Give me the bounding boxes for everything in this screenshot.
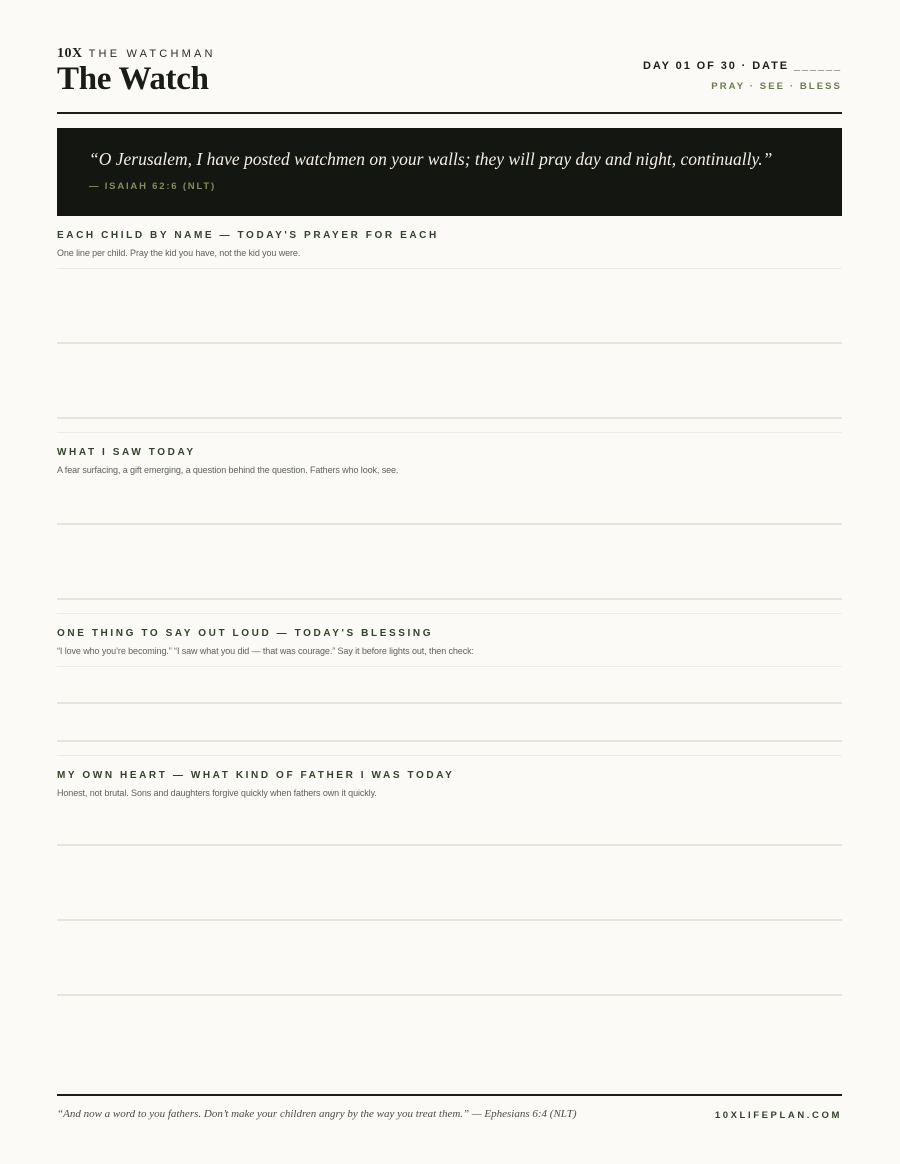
writing-line <box>57 417 842 419</box>
writing-line <box>57 523 842 525</box>
section-divider <box>57 755 842 756</box>
writing-line <box>57 666 842 667</box>
section-my-own-heart <box>57 770 842 798</box>
verse-text: “O Jerusalem, I have posted watchmen on your walls; they will pray day and night, continually.” <box>89 149 773 169</box>
section-todays-blessing <box>57 628 842 656</box>
section-title: ONE THING TO SAY OUT LOUD — TODAY'S BLESSING <box>57 628 434 639</box>
writing-line <box>57 342 842 344</box>
journal-page <box>57 0 842 1164</box>
footer-quote: “And now a word to you fathers. Don’t make your children angry by the way you treat them.” — Ephesians 6:4 (NLT) <box>57 1108 577 1120</box>
section-divider <box>57 432 842 433</box>
footer-rule <box>57 1094 842 1096</box>
writing-line <box>57 844 842 846</box>
section-note: “I love who you’re becoming.” “I saw what you did — that was courage.” Say it before lights out, then check: <box>57 646 474 656</box>
writing-line <box>57 740 842 742</box>
section-title: WHAT I SAW TODAY <box>57 447 196 458</box>
writing-line <box>57 994 842 996</box>
page-title: The Watch <box>57 61 209 97</box>
section-divider <box>57 613 842 614</box>
writing-line <box>57 598 842 600</box>
verse-banner <box>57 128 842 216</box>
section-note: One line per child. Pray the kid you have, not the kid you were. <box>57 248 301 258</box>
writing-line <box>57 919 842 921</box>
day-date-line: DAY 01 OF 30 · DATE ______ <box>643 60 842 72</box>
page-header <box>57 44 842 114</box>
verse-reference: — ISAIAH 62:6 (NLT) <box>89 181 216 192</box>
section-prayer-for-each-child <box>57 230 842 258</box>
section-what-i-saw <box>57 447 842 475</box>
section-title: MY OWN HEART — WHAT KIND OF FATHER I WAS TODAY <box>57 770 455 781</box>
brand-logo: 10X <box>57 46 83 61</box>
day-meta <box>643 60 842 92</box>
footer-website: 10XLIFEPLAN.COM <box>714 1110 842 1121</box>
tagline: PRAY · SEE · BLESS <box>711 81 842 92</box>
writing-line <box>57 268 842 269</box>
brand-name: THE WATCHMAN <box>88 48 216 60</box>
writing-line <box>57 702 842 704</box>
section-title: EACH CHILD BY NAME — TODAY'S PRAYER FOR EACH <box>57 230 439 241</box>
brand <box>57 44 216 62</box>
section-note: A fear surfacing, a gift emerging, a question behind the question. Fathers who look, see. <box>57 465 399 475</box>
section-note: Honest, not brutal. Sons and daughters forgive quickly when fathers own it quickly. <box>57 788 377 798</box>
